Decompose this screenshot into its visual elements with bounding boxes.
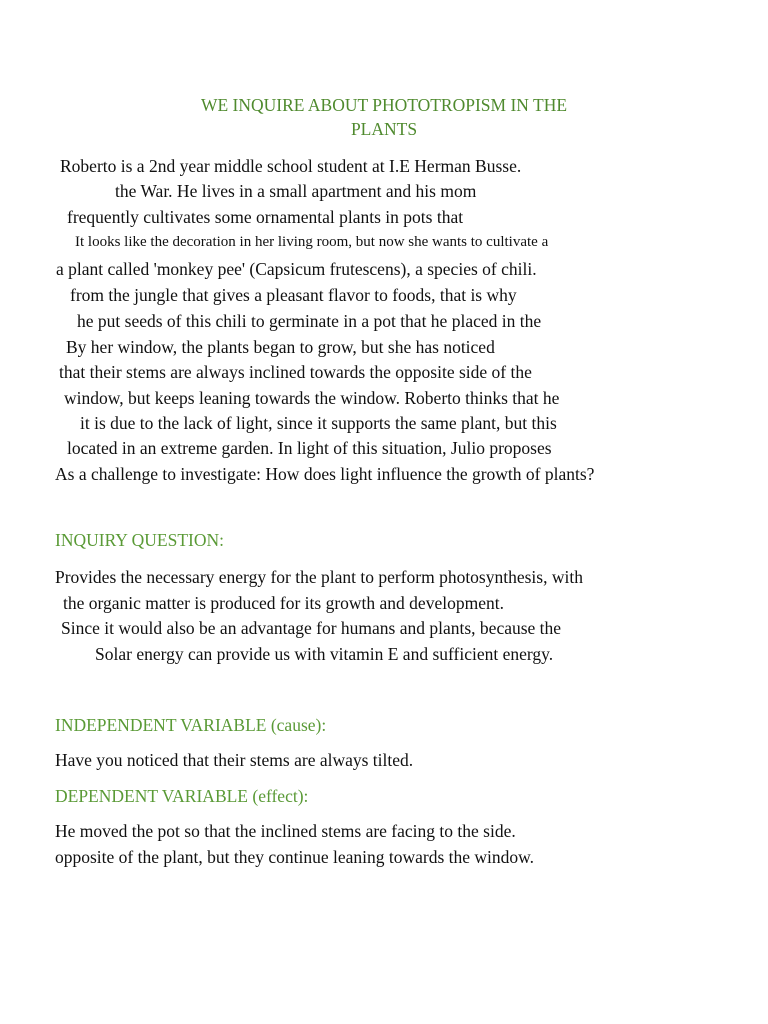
intro-line: it is due to the lack of light, since it supports the same plant, but this (80, 413, 557, 433)
dependent-variable-text-line: He moved the pot so that the inclined stems are facing to the side. (55, 821, 516, 841)
intro-line: As a challenge to investigate: How does light influence the growth of plants? (55, 464, 595, 484)
dependent-variable-text-line: opposite of the plant, but they continue leaning towards the window. (55, 847, 535, 867)
intro-line: By her window, the plants began to grow, but she has noticed (66, 337, 495, 357)
inquiry-text-line: Solar energy can provide us with vitamin E and sufficient energy. (95, 644, 554, 664)
dependent-variable-heading: DEPENDENT VARIABLE (effect): (55, 786, 309, 806)
independent-variable-heading: INDEPENDENT VARIABLE (cause): (55, 715, 327, 735)
inquiry-text-line: Since it would also be an advantage for humans and plants, because the (61, 618, 562, 638)
inquiry-text-line: the organic matter is produced for its growth and development. (63, 593, 504, 613)
inquiry-question-heading: INQUIRY QUESTION: (55, 530, 224, 550)
intro-line: It looks like the decoration in her living room, but now she wants to cultivate a (75, 234, 549, 250)
intro-line: he put seeds of this chili to germinate in a pot that he placed in the (77, 311, 542, 331)
inquiry-text-line: Provides the necessary energy for the plant to perform photosynthesis, with (55, 567, 583, 587)
intro-line: that their stems are always inclined towards the opposite side of the (59, 362, 532, 382)
intro-line: a plant called 'monkey pee' (Capsicum frutescens), a species of chili. (56, 259, 537, 279)
independent-variable-text: Have you noticed that their stems are always tilted. (55, 750, 414, 770)
document-title-line-2: PLANTS (350, 119, 418, 139)
intro-line: from the jungle that gives a pleasant flavor to foods, that is why (70, 285, 517, 305)
intro-line: frequently cultivates some ornamental plants in pots that (67, 207, 464, 227)
intro-line: the War. He lives in a small apartment and his mom (115, 181, 477, 201)
intro-line: located in an extreme garden. In light of this situation, Julio proposes (67, 438, 552, 458)
intro-line: Roberto is a 2nd year middle school student at I.E Herman Busse. (60, 156, 522, 176)
intro-line: window, but keeps leaning towards the window. Roberto thinks that he (64, 388, 560, 408)
document-title-line-1: WE INQUIRE ABOUT PHOTOTROPISM IN THE (200, 95, 568, 115)
